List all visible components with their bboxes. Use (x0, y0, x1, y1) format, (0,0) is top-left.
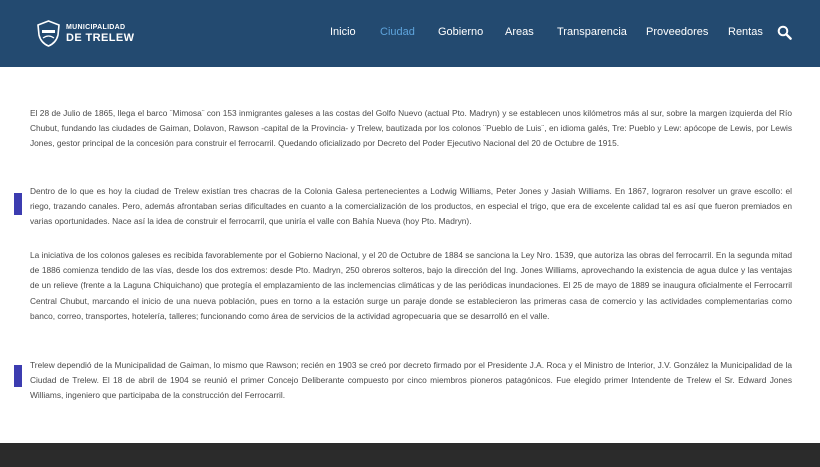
nav-item-transparencia[interactable]: Transparencia (557, 26, 627, 38)
nav-item-proveedores[interactable]: Proveedores (646, 26, 709, 38)
nav-item-inicio[interactable]: Inicio (330, 26, 356, 38)
main-nav (0, 0, 820, 67)
paragraph-municipality: Trelew dependió de la Municipalidad de Gaiman, lo mismo que Rawson; recién en 1903 se creó por decreto firmado por el Presidente J.A. Roca y el Ministro de Interior, J.V. González la Municipalidad de la Ciudad de Trelew. El 18 de abril de 1904 se reunió el primer Concejo Deliberante compuesto por cinco miembros pioneros patagónicos. Fue elegido primer Intendente de Trelew el Sr. Edward Jones Williams, ingeniero que participaba de la construcción del Ferrocarril. (30, 360, 792, 401)
paragraph-marker (14, 193, 22, 215)
nav-item-rentas[interactable]: Rentas (728, 26, 763, 38)
nav-item-ciudad[interactable]: Ciudad (380, 26, 415, 38)
paragraph-marker (14, 365, 22, 387)
logo-line1: MUNICIPALIDAD (66, 24, 126, 31)
nav-item-areas[interactable]: Areas (505, 26, 534, 38)
site-footer (0, 443, 820, 467)
nav-item-gobierno[interactable]: Gobierno (438, 26, 484, 38)
search-icon[interactable] (777, 25, 792, 40)
paragraph-chacras: Dentro de lo que es hoy la ciudad de Trelew existían tres chacras de la Colonia Galesa pertenecientes a Lodwig Williams, Peter Jones y Jasiah Williams. En 1867, lograron resolver un grave escollo: el riego, trazando canales. Pero, además afrontaban serias dificultades en cuanto a la comercialización de los productos, en especial el trigo, que era de excelente calidad tal es así que fueron premiados en varias oportunidades. Nace así la idea de construir el ferrocarril, que uniría el valle con Bahía Nueva (hoy Pto. Madryn). (30, 186, 792, 227)
site-header (0, 0, 820, 67)
paragraph-railway: La iniciativa de los colonos galeses es recibida favorablemente por el Gobierno Nacional, y el 20 de Octubre de 1884 se sanciona la Ley Nro. 1539, que autoriza las obras del ferrocarril. En la segunda mitad de 1886 comienza tendido de las vías, desde los dos extremos: desde Pto. Madryn, 250 obreros solteros, bajo la dirección del Ing. Jones Williams, aprovechando la existencia de agua dulce y las ventajas de un relieve (frente a la Laguna Chiquichano) que protegía el emplazamiento de las inclemencias climáticas y de las periódicas inundaciones. El 25 de mayo de 1889 se inaugura oficialmente el Ferrocarril Central Chubut, marcando el inicio de una nueva población, pues en torno a la estación surge un paraje donde se establecieron las primeras casa de comercio y las actividades complementarias como banco, correo, transportes, hotelería, talleres; funcionando como área de servicios de la actividad agropecuaria que se desarrolló en el valle. (30, 250, 792, 321)
paragraph-founding: El 28 de Julio de 1865, llega el barco ¨Mimosa¨ con 153 inmigrantes galeses a las costas del Golfo Nuevo (actual Pto. Madryn) y se establecen unos kilómetros más al sur, sobre la margen izquierda del Río Chubut, fundando las ciudades de Gaiman, Dolavon, Rawson -capital de la Provincia- y Trelew, bautizada por los colonos ¨Pueblo de Luis¨, en idioma galés, Tre: Pueblo y Lew: apócope de Lewis, por Lewis Jones, gestor principal de la concesión para construir el ferrocarril. Quedando oficializado por Decreto del Poder Ejecutivo Nacional del 20 de Octubre de 1915. (30, 108, 792, 149)
logo-line2: DE TRELEW (66, 32, 135, 44)
